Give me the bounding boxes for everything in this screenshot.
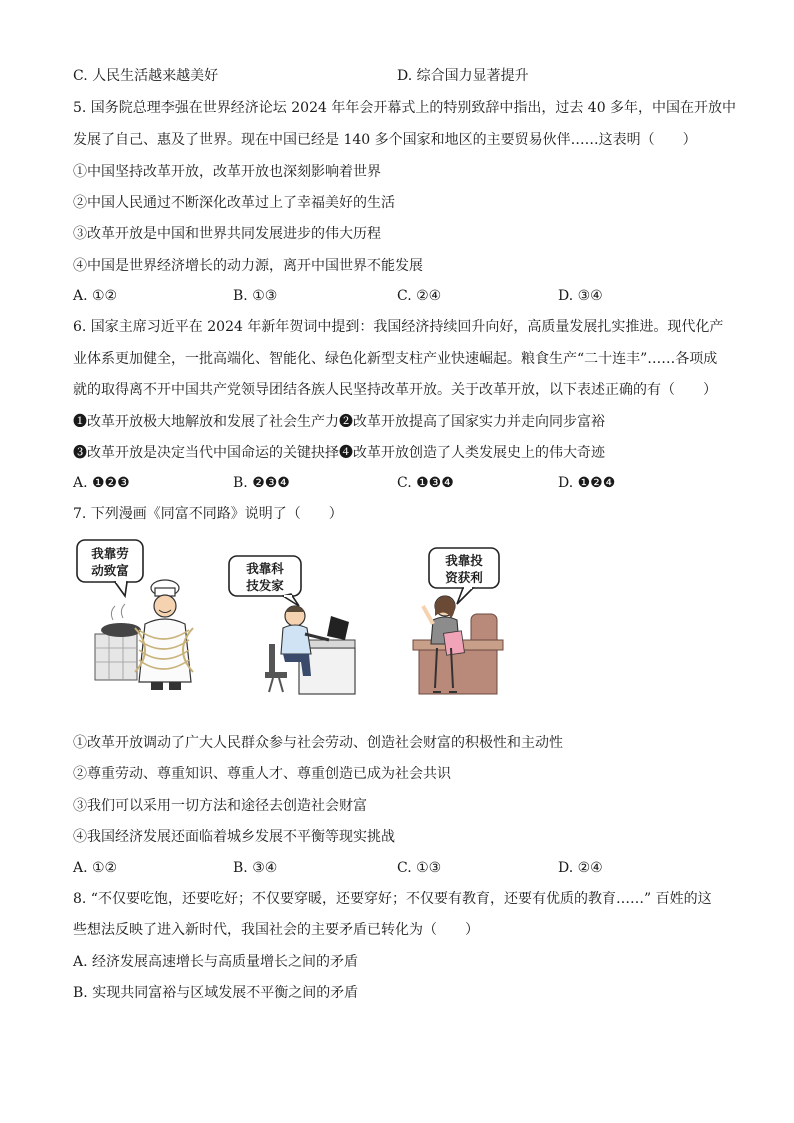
q7-option-a: A. ①② <box>73 860 118 876</box>
q7-option-c: C. ①③ <box>397 860 442 876</box>
q4-option-c: C. 人民生活越来越美好 <box>73 68 219 84</box>
q7-item-1: ①改革开放调动了广大人民群众参与社会劳动、创造社会财富的积极性和主动性 <box>73 735 563 751</box>
q8-stem-line-1: 8. “不仅要吃饱，还要吃好；不仅要穿暖，还要穿好；不仅要有教育，还要有优质的教育……” 百姓的这 <box>73 891 712 907</box>
q5-stem-line-1: 5. 国务院总理李强在世界经济论坛 2024 年年会开幕式上的特别致辞中指出，过去 40 多年，中国在开放中 <box>73 100 737 116</box>
q4-option-d: D. 综合国力显著提升 <box>397 68 529 84</box>
q5-option-b: B. ①③ <box>233 288 278 304</box>
q5-item-1: ①中国坚持改革开放，改革开放也深刻影响着世界 <box>73 164 381 180</box>
bubble-labor-line-2: 动致富 <box>91 563 129 578</box>
bubble-technology-line-1: 我靠科 <box>246 561 284 576</box>
bubble-technology-line-2: 技发家 <box>246 578 284 593</box>
cartoon-illustration <box>73 536 513 702</box>
q7-option-d: D. ②④ <box>558 860 603 876</box>
q6-option-b: B. ❷❸❹ <box>233 475 290 491</box>
q5-item-2: ②中国人民通过不断深化改革过上了幸福美好的生活 <box>73 195 395 211</box>
q6-option-a: A. ❶❷❸ <box>73 475 130 491</box>
q6-stem-line-2: 业体系更加健全，一批高端化、智能化、绿色化新型支柱产业快速崛起。粮食生产“二十连丰”……各项成 <box>73 351 718 367</box>
q6-option-d: D. ❶❷❹ <box>558 475 616 491</box>
q6-stem-line-3: 就的取得离不开中国共产党领导团结各族人民坚持改革开放。关于改革开放，以下表述正确的有（ ） <box>73 382 717 398</box>
q8-option-b: B. 实现共同富裕与区域发展不平衡之间的矛盾 <box>73 985 359 1001</box>
q6-option-c: C. ❶❸❹ <box>397 475 454 491</box>
speech-bubble-investment <box>429 548 499 604</box>
q5-item-3: ③改革开放是中国和世界共同发展进步的伟大历程 <box>73 226 381 242</box>
q7-item-4: ④我国经济发展还面临着城乡发展不平衡等现实挑战 <box>73 829 395 845</box>
bubble-investment-line-2: 资获利 <box>445 570 483 585</box>
q7-stem: 7. 下列漫画《同富不同路》说明了（ ） <box>73 506 343 522</box>
q6-item-2: ❸改革开放是决定当代中国命运的关键抉择❹改革开放创造了人类发展史上的伟大奇迹 <box>73 445 605 461</box>
bubble-labor-line-1: 我靠劳 <box>91 546 129 561</box>
q7-option-b: B. ③④ <box>233 860 278 876</box>
speech-bubble-technology <box>229 556 301 606</box>
q5-stem-line-2: 发展了自己、惠及了世界。现在中国已经是 140 多个国家和地区的主要贸易伙伴……这表明（ ） <box>73 132 697 148</box>
q5-option-c: C. ②④ <box>397 288 442 304</box>
q8-stem-line-2: 些想法反映了进入新时代，我国社会的主要矛盾已转化为（ ） <box>73 922 479 938</box>
businesswoman-figure <box>413 596 503 694</box>
q7-item-2: ②尊重劳动、尊重知识、尊重人才、尊重创造已成为社会共识 <box>73 766 451 782</box>
q5-option-a: A. ①② <box>73 288 118 304</box>
chef-figure <box>135 580 193 690</box>
bubble-investment-line-1: 我靠投 <box>445 553 483 568</box>
q5-option-d: D. ③④ <box>558 288 603 304</box>
q6-item-1: ❶改革开放极大地解放和发展了社会生产力❷改革开放提高了国家实力并走向同步富裕 <box>73 414 605 430</box>
speech-bubble-labor <box>77 540 143 596</box>
q6-stem-line-1: 6. 国家主席习近平在 2024 年新年贺词中提到：我国经济持续回升向好，高质量发展扎实推进。现代化产 <box>73 319 724 335</box>
q7-item-3: ③我们可以采用一切方法和途径去创造社会财富 <box>73 798 367 814</box>
q8-option-a: A. 经济发展高速增长与高质量增长之间的矛盾 <box>73 954 359 970</box>
office-worker-figure <box>265 606 355 694</box>
q5-item-4: ④中国是世界经济增长的动力源，离开中国世界不能发展 <box>73 258 423 274</box>
stove-drawing <box>95 604 141 680</box>
